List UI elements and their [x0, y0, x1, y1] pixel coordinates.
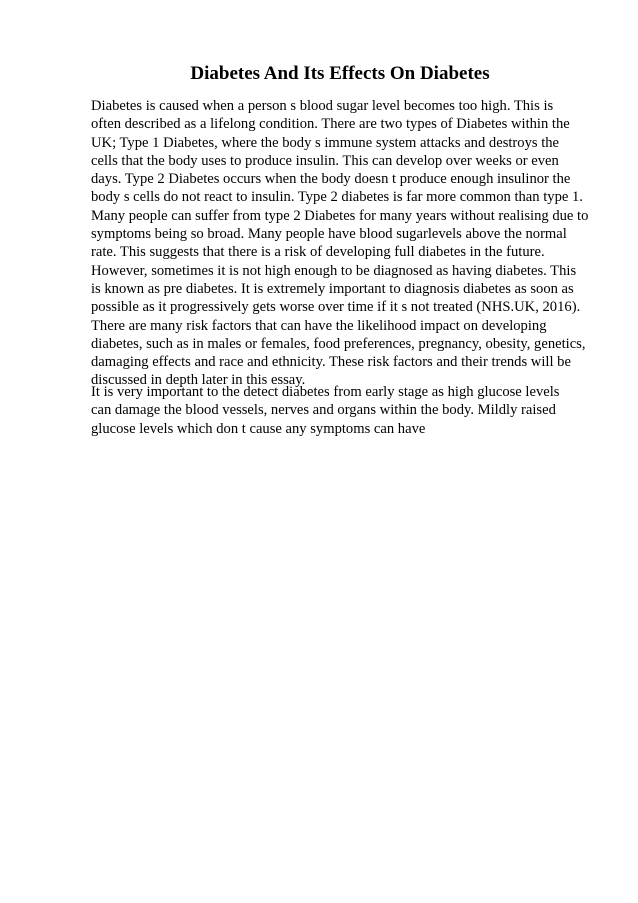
text-line: rate. This suggests that there is a risk of developing full diabetes in the future. — [91, 244, 545, 261]
text-line: possible as it progressively gets worse over time if it s not treated (NHS.UK, 2016). — [91, 299, 581, 316]
text-line: It is very important to the detect diabetes from early stage as high glucose levels — [91, 384, 560, 400]
text-line: Many people can suffer from type 2 Diabetes for many years without realising due to — [91, 207, 589, 224]
text-line: symptoms being so broad. Many people have blood sugarlevels above the normal — [91, 226, 567, 243]
text-line: often described as a lifelong condition. There are two types of Diabetes within the — [91, 116, 570, 133]
paragraph-2 — [91, 383, 591, 438]
text-line: damaging effects and race and ethnicity. These risk factors and their trends will be — [91, 354, 571, 371]
paragraph-1 — [91, 97, 591, 390]
text-line: can damage the blood vessels, nerves and organs within the body. Mildly raised — [91, 402, 556, 419]
text-line: However, sometimes it is not high enough to be diagnosed as having diabetes. This — [91, 262, 577, 279]
text-line: UK; Type 1 Diabetes, where the body s immune system attacks and destroys the — [91, 134, 560, 151]
text-line: cells that the body uses to produce insulin. This can develop over weeks or even — [91, 152, 559, 169]
text-line: glucose levels which don t cause any symptoms can have — [91, 420, 426, 437]
text-line: Diabetes is caused when a person s blood sugar level becomes too high. This is — [91, 98, 554, 114]
text-line: body s cells do not react to insulin. Type 2 diabetes is far more common than type 1. — [91, 189, 583, 206]
text-line: diabetes, such as in males or females, food preferences, pregnancy, obesity, genetics, — [91, 335, 586, 352]
text-line: discussed in depth later in this essay. — [91, 372, 306, 389]
text-line: days. Type 2 Diabetes occurs when the body doesn t produce enough insulinor the — [91, 171, 571, 188]
text-line: There are many risk factors that can have the likelihood impact on developing — [91, 317, 547, 334]
document-title: Diabetes And Its Effects On Diabetes — [190, 63, 490, 84]
text-line: is known as pre diabetes. It is extremely important to diagnosis diabetes as soon as — [91, 280, 574, 297]
